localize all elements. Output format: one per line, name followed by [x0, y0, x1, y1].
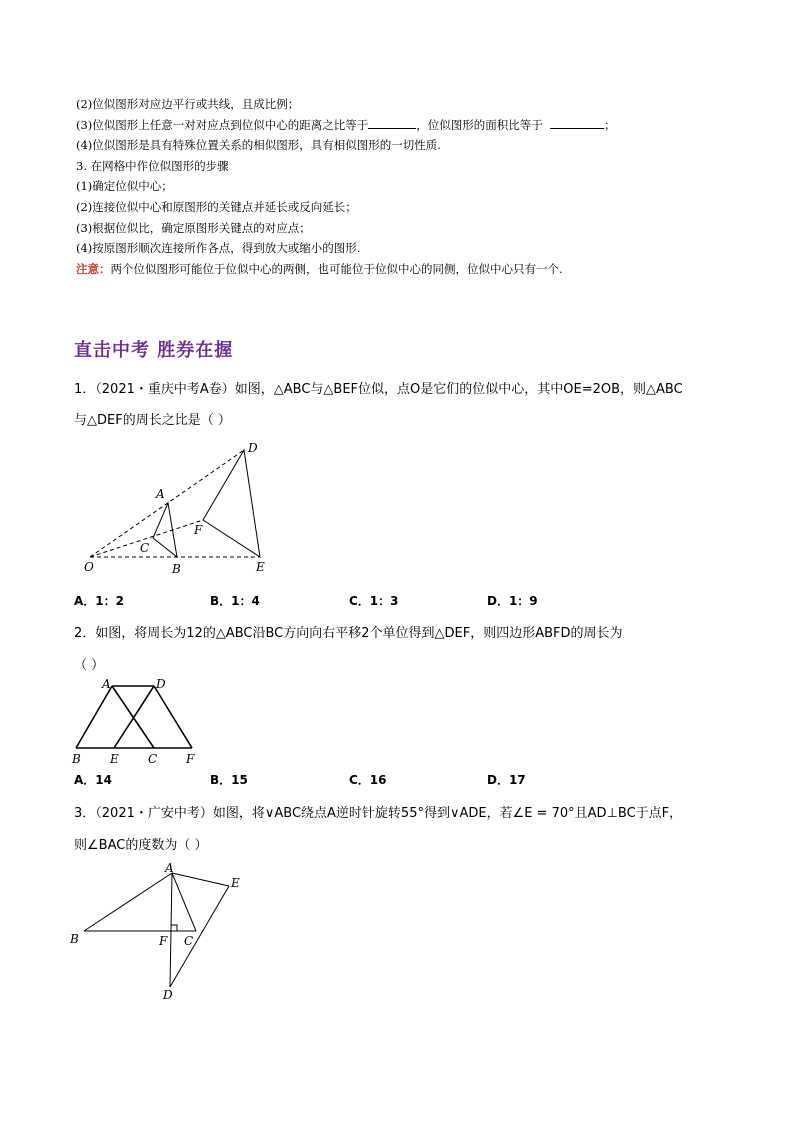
answer-blank — [550, 116, 604, 129]
q3-line-ad — [170, 873, 172, 987]
q3-label-c: C — [184, 934, 194, 948]
q1-label-e: E — [256, 560, 265, 574]
q2-option-a[interactable]: A．14 — [74, 773, 112, 787]
q1-line-od — [90, 450, 244, 557]
q2-label-e: E — [110, 752, 119, 766]
note-text: (3)位似图形上任意一对对应点到位似中心的距离之比等于 — [76, 117, 369, 132]
q2-line-ab — [76, 686, 112, 748]
note-line — [76, 115, 616, 136]
answer-blank — [368, 116, 416, 129]
note-line: (4)位似图形是具有特殊位置关系的相似图形，具有相似图形的一切性质. — [76, 138, 441, 153]
q1-option-c[interactable]: C．1：3 — [349, 594, 399, 608]
q3-line-ae — [172, 873, 229, 886]
question-2-line1: 2．如图，将周长为12的△ABC沿BC方向向右平移2个单位得到△DEF，则四边形ABFD的周长为 — [74, 626, 623, 641]
note-text: ，位似图形的面积比等于 — [416, 117, 543, 132]
q2-option-d[interactable]: D．17 — [487, 773, 526, 787]
q1-label-o: O — [84, 560, 94, 574]
question-1-line1: 1．（2021・重庆中考A卷）如图，△ABC与△BEF位似，点O是它们的位似中心，其中OE=2OB，则△ABC — [74, 382, 683, 397]
q1-option-d[interactable]: D．1：9 — [487, 594, 538, 608]
q2-label-a: A — [102, 677, 111, 691]
note-line: (3)根据位似比，确定原图形关键点的对应点； — [76, 220, 311, 235]
q3-label-d: D — [163, 988, 173, 1002]
q3-line-ac — [172, 873, 196, 931]
section-title: 直击中考 胜券在握 — [74, 340, 234, 361]
note-line: (4)按原图形顺次连接所作各点，得到放大或缩小的图形. — [76, 241, 361, 256]
q1-option-b[interactable]: B．1：4 — [210, 594, 260, 608]
q1-label-d: D — [248, 441, 258, 455]
q1-label-f: F — [194, 523, 203, 537]
q2-option-b[interactable]: B．15 — [210, 773, 248, 787]
q2-figure — [70, 674, 210, 769]
q3-line-de — [170, 886, 229, 987]
q3-right-angle-mark — [171, 925, 177, 931]
note-line: (1)确定位似中心； — [76, 179, 173, 194]
question-1-line2: 与△DEF的周长之比是（ ） — [74, 413, 231, 428]
q1-triangle-def — [203, 450, 260, 557]
q1-option-a[interactable]: A．1：2 — [74, 594, 124, 608]
note-line: (2)位似图形对应边平行或共线，且成比例； — [76, 97, 300, 111]
question-3-line1: 3．（2021・广安中考）如图，将∨ABC绕点A逆时针旋转55°得到∨ADE，若∠E = 70°且AD⊥BC于点F， — [74, 806, 683, 821]
q2-label-c: C — [148, 752, 158, 766]
q1-label-a: A — [156, 487, 165, 501]
q2-option-c[interactable]: C．16 — [349, 773, 387, 787]
note-line: 3. 在网格中作位似图形的步骤 — [76, 158, 229, 173]
note-text: ； — [604, 117, 616, 132]
q3-line-ab — [84, 873, 172, 931]
q3-figure — [66, 860, 256, 1005]
q1-label-c: C — [140, 541, 150, 555]
note-line — [76, 259, 616, 280]
question-3-line2: 则∠BAC的度数为（ ） — [74, 838, 208, 853]
note-label: 注意： — [76, 261, 111, 276]
q3-label-f: F — [159, 934, 168, 948]
q3-label-a: A — [165, 861, 174, 875]
note-line: (2)连接位似中心和原图形的关键点并延长或反向延长； — [76, 199, 357, 214]
q3-label-b: B — [70, 932, 79, 946]
q1-figure — [80, 434, 280, 579]
question-2-line2: （ ） — [74, 658, 105, 673]
q2-label-f: F — [186, 752, 195, 766]
note-text: 两个位似图形可能位于位似中心的两侧，也可能位于位似中心的同侧，位似中心只有一个. — [110, 261, 563, 276]
q2-label-b: B — [72, 752, 81, 766]
q2-label-d: D — [156, 677, 166, 691]
q3-label-e: E — [231, 876, 240, 890]
q2-line-df — [154, 686, 192, 748]
knowledge-notes — [76, 94, 616, 279]
q1-label-b: B — [172, 562, 181, 576]
